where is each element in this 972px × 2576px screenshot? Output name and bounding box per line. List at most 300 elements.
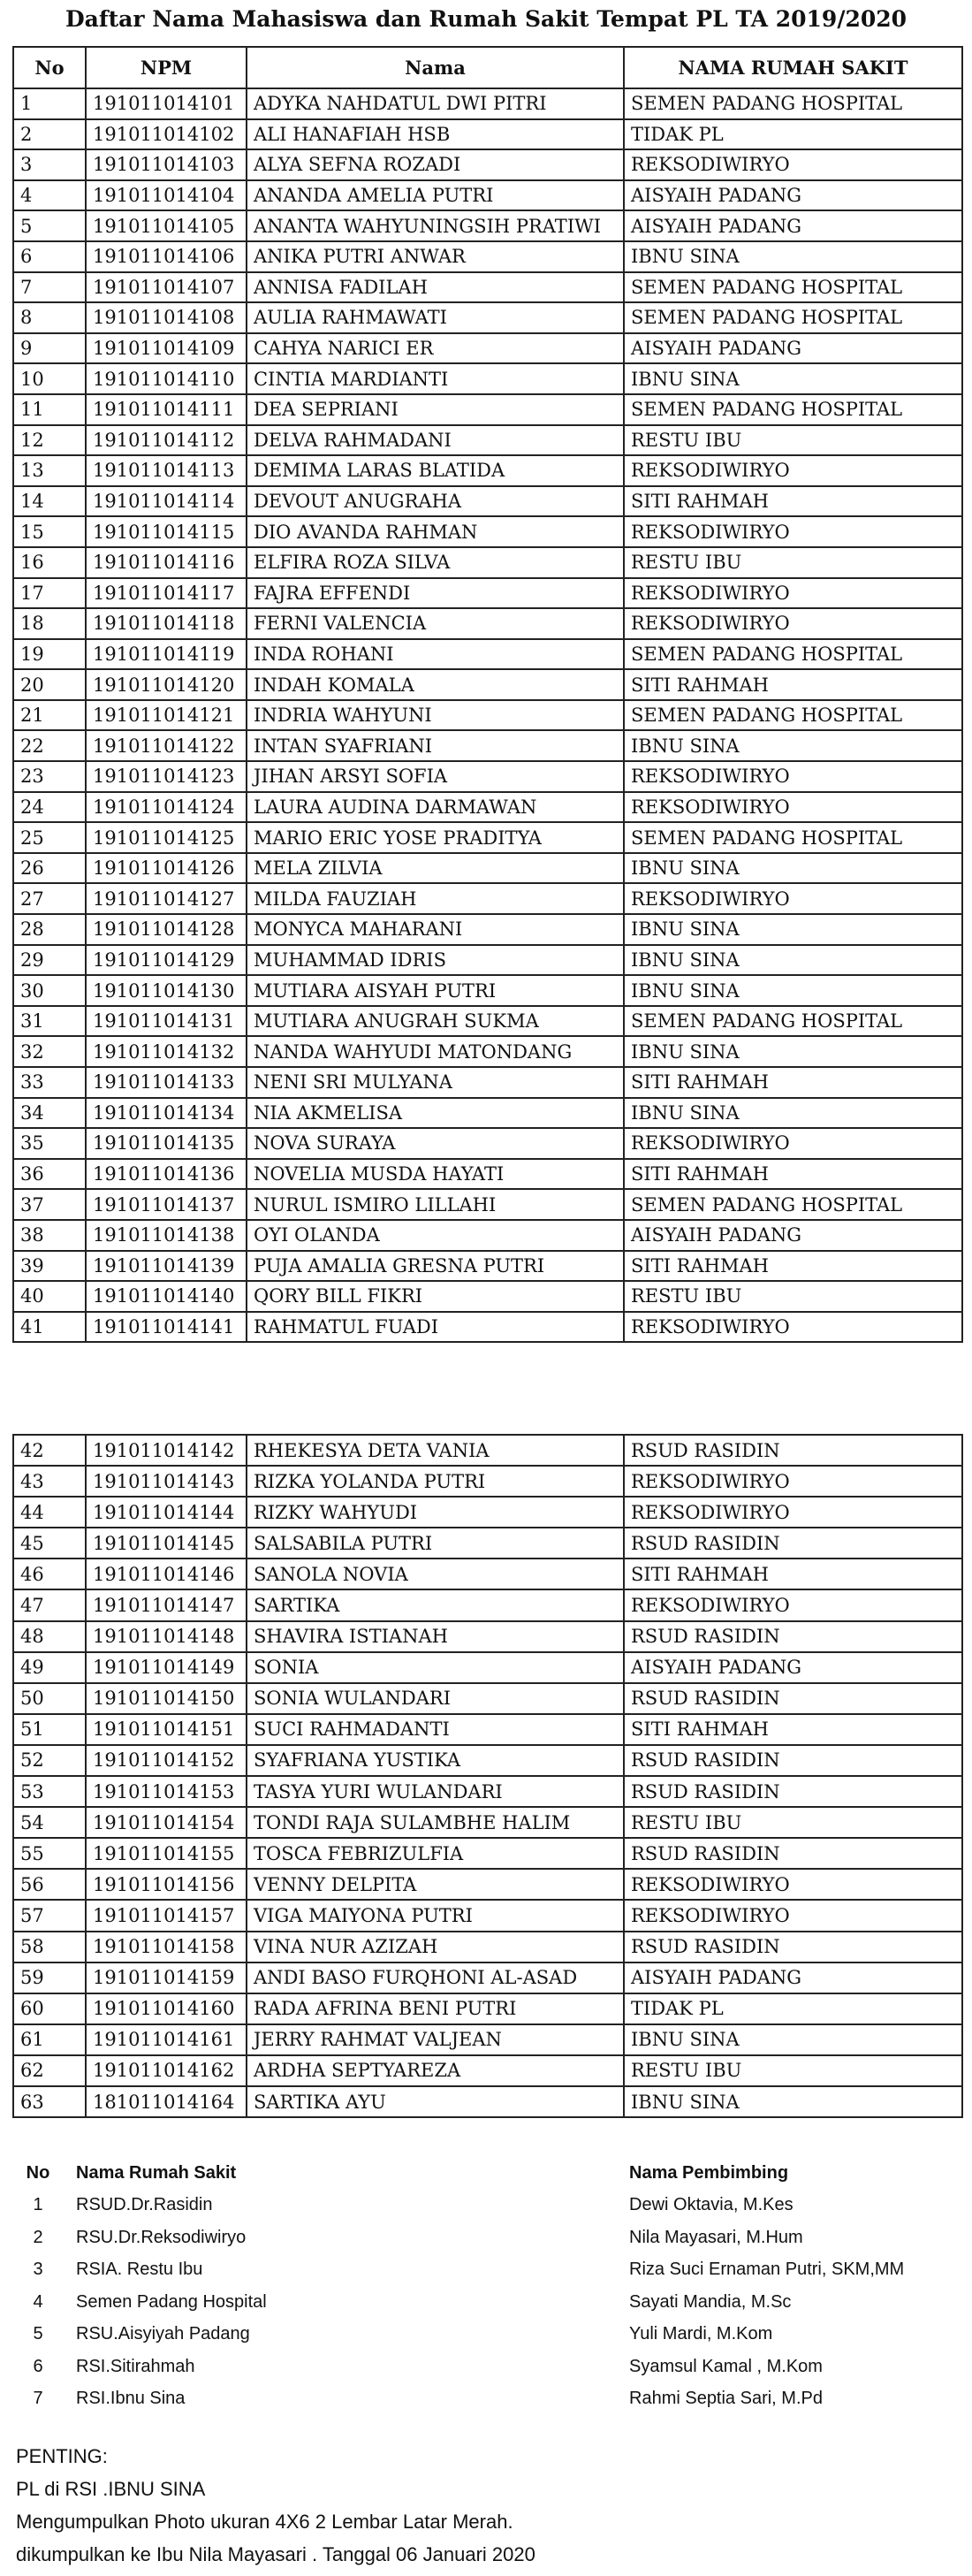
table-row bbox=[13, 1962, 962, 1993]
legend-hospital: RSI.Ibnu Sina bbox=[76, 2389, 186, 2409]
cell-nama: DEVOUT ANUGRAHA bbox=[247, 486, 624, 517]
table-row bbox=[13, 1559, 962, 1589]
cell-npm: 191011014145 bbox=[86, 1528, 247, 1559]
cell-no: 24 bbox=[13, 792, 86, 823]
cell-nama: SONIA bbox=[247, 1652, 624, 1683]
cell-npm: 191011014128 bbox=[86, 914, 247, 945]
legend-row bbox=[12, 2383, 961, 2416]
cell-no: 11 bbox=[13, 394, 86, 425]
cell-npm: 191011014130 bbox=[86, 975, 247, 1006]
cell-npm: 191011014134 bbox=[86, 1098, 247, 1129]
table-row bbox=[13, 945, 962, 976]
cell-npm: 191011014115 bbox=[86, 516, 247, 547]
legend-no: 3 bbox=[33, 2260, 43, 2280]
cell-hospital: REKSODIWIRYO bbox=[624, 455, 962, 486]
table-row bbox=[13, 914, 962, 945]
cell-npm: 191011014124 bbox=[86, 792, 247, 823]
cell-no: 57 bbox=[13, 1900, 86, 1931]
cell-no: 42 bbox=[13, 1435, 86, 1466]
legend-row bbox=[12, 2254, 961, 2287]
table-row bbox=[13, 1528, 962, 1559]
cell-npm: 191011014109 bbox=[86, 333, 247, 364]
cell-no: 47 bbox=[13, 1589, 86, 1620]
cell-hospital: REKSODIWIRYO bbox=[624, 516, 962, 547]
page-title: Daftar Nama Mahasiswa dan Rumah Sakit Tempat PL TA 2019/2020 bbox=[65, 6, 907, 32]
cell-no: 17 bbox=[13, 578, 86, 609]
cell-no: 58 bbox=[13, 1932, 86, 1962]
legend-hospital: Semen Padang Hospital bbox=[76, 2291, 267, 2312]
cell-npm: 191011014149 bbox=[86, 1652, 247, 1683]
cell-no: 46 bbox=[13, 1559, 86, 1589]
cell-hospital: REKSODIWIRYO bbox=[624, 1312, 962, 1343]
cell-hospital: SEMEN PADANG HOSPITAL bbox=[624, 394, 962, 425]
cell-npm: 191011014123 bbox=[86, 761, 247, 792]
cell-hospital: SEMEN PADANG HOSPITAL bbox=[624, 272, 962, 303]
cell-nama: MUTIARA ANUGRAH SUKMA bbox=[247, 1006, 624, 1037]
cell-npm: 191011014126 bbox=[86, 853, 247, 884]
cell-no: 4 bbox=[13, 180, 86, 211]
cell-hospital: SITI RAHMAH bbox=[624, 1159, 962, 1190]
cell-hospital: IBNU SINA bbox=[624, 945, 962, 976]
cell-nama: MILDA FAUZIAH bbox=[247, 883, 624, 914]
cell-nama: SANOLA NOVIA bbox=[247, 1559, 624, 1589]
cell-npm: 191011014136 bbox=[86, 1159, 247, 1190]
cell-no: 39 bbox=[13, 1251, 86, 1282]
cell-hospital: SEMEN PADANG HOSPITAL bbox=[624, 700, 962, 731]
table-row bbox=[13, 333, 962, 364]
cell-no: 45 bbox=[13, 1528, 86, 1559]
cell-hospital: SITI RAHMAH bbox=[624, 1067, 962, 1098]
notes-line: Mengumpulkan Photo ukuran 4X6 2 Lembar Latar Merah. bbox=[16, 2511, 513, 2533]
cell-nama: PUJA AMALIA GRESNA PUTRI bbox=[247, 1251, 624, 1282]
cell-hospital: RSUD RASIDIN bbox=[624, 1745, 962, 1776]
table-row bbox=[13, 272, 962, 303]
cell-nama: MUHAMMAD IDRIS bbox=[247, 945, 624, 976]
cell-no: 19 bbox=[13, 639, 86, 670]
cell-npm: 191011014112 bbox=[86, 425, 247, 456]
table-row bbox=[13, 1589, 962, 1620]
cell-no: 12 bbox=[13, 425, 86, 456]
cell-nama: MUTIARA AISYAH PUTRI bbox=[247, 975, 624, 1006]
cell-no: 51 bbox=[13, 1714, 86, 1745]
cell-no: 20 bbox=[13, 669, 86, 700]
cell-hospital: REKSODIWIRYO bbox=[624, 149, 962, 180]
cell-hospital: RSUD RASIDIN bbox=[624, 1435, 962, 1466]
cell-nama: RHEKESYA DETA VANIA bbox=[247, 1435, 624, 1466]
cell-nama: ANIKA PUTRI ANWAR bbox=[247, 241, 624, 272]
cell-hospital: AISYAIH PADANG bbox=[624, 1220, 962, 1251]
cell-nama: SUCI RAHMADANTI bbox=[247, 1714, 624, 1745]
cell-npm: 191011014108 bbox=[86, 302, 247, 333]
legend-row bbox=[12, 2351, 961, 2383]
cell-no: 1 bbox=[13, 88, 86, 119]
cell-no: 8 bbox=[13, 302, 86, 333]
legend-no: 1 bbox=[33, 2195, 43, 2215]
table-row bbox=[13, 516, 962, 547]
cell-hospital: IBNU SINA bbox=[624, 241, 962, 272]
cell-hospital: SEMEN PADANG HOSPITAL bbox=[624, 1006, 962, 1037]
cell-nama: ALYA SEFNA ROZADI bbox=[247, 149, 624, 180]
cell-hospital: SEMEN PADANG HOSPITAL bbox=[624, 639, 962, 670]
cell-npm: 191011014113 bbox=[86, 455, 247, 486]
cell-hospital: AISYAIH PADANG bbox=[624, 210, 962, 241]
cell-nama: INDA ROHANI bbox=[247, 639, 624, 670]
cell-hospital: IBNU SINA bbox=[624, 1098, 962, 1129]
table-row bbox=[13, 1807, 962, 1838]
table-row bbox=[13, 1281, 962, 1312]
column-header-npm: NPM bbox=[86, 47, 247, 88]
cell-npm: 191011014147 bbox=[86, 1589, 247, 1620]
table-row bbox=[13, 1159, 962, 1190]
cell-npm: 191011014151 bbox=[86, 1714, 247, 1745]
table-row bbox=[13, 1900, 962, 1931]
table-header-row bbox=[13, 47, 962, 88]
cell-npm: 191011014116 bbox=[86, 547, 247, 578]
cell-npm: 191011014111 bbox=[86, 394, 247, 425]
cell-npm: 191011014120 bbox=[86, 669, 247, 700]
legend-hospital: RSUD.Dr.Rasidin bbox=[76, 2195, 213, 2215]
cell-hospital: RSUD RASIDIN bbox=[624, 1621, 962, 1652]
cell-nama: ANNISA FADILAH bbox=[247, 272, 624, 303]
table-row bbox=[13, 853, 962, 884]
cell-npm: 191011014158 bbox=[86, 1932, 247, 1962]
table-row bbox=[13, 1776, 962, 1807]
cell-no: 22 bbox=[13, 730, 86, 761]
table-row bbox=[13, 241, 962, 272]
table-row bbox=[13, 1932, 962, 1962]
cell-hospital: SITI RAHMAH bbox=[624, 486, 962, 517]
table-row bbox=[13, 1714, 962, 1745]
cell-nama: NURUL ISMIRO LILLAHI bbox=[247, 1189, 624, 1220]
cell-npm: 191011014129 bbox=[86, 945, 247, 976]
cell-nama: JERRY RAHMAT VALJEAN bbox=[247, 2024, 624, 2055]
cell-hospital: SEMEN PADANG HOSPITAL bbox=[624, 302, 962, 333]
cell-no: 61 bbox=[13, 2024, 86, 2055]
cell-no: 3 bbox=[13, 149, 86, 180]
cell-nama: JIHAN ARSYI SOFIA bbox=[247, 761, 624, 792]
column-header-hospital: NAMA RUMAH SAKIT bbox=[624, 47, 962, 88]
legend-row bbox=[12, 2286, 961, 2319]
cell-npm: 191011014122 bbox=[86, 730, 247, 761]
cell-no: 53 bbox=[13, 1776, 86, 1807]
cell-hospital: REKSODIWIRYO bbox=[624, 578, 962, 609]
table-row bbox=[13, 639, 962, 670]
table-row bbox=[13, 1036, 962, 1067]
table-row bbox=[13, 2055, 962, 2086]
cell-npm: 191011014125 bbox=[86, 822, 247, 853]
cell-npm: 191011014114 bbox=[86, 486, 247, 517]
cell-hospital: IBNU SINA bbox=[624, 853, 962, 884]
table-row bbox=[13, 1067, 962, 1098]
table-row bbox=[13, 1838, 962, 1869]
cell-no: 23 bbox=[13, 761, 86, 792]
legend-header bbox=[12, 2157, 961, 2190]
cell-hospital: SEMEN PADANG HOSPITAL bbox=[624, 88, 962, 119]
cell-npm: 191011014146 bbox=[86, 1559, 247, 1589]
legend-hospital: RSI.Sitirahmah bbox=[76, 2356, 195, 2376]
cell-nama: RADA AFRINA BENI PUTRI bbox=[247, 1993, 624, 2024]
table-row bbox=[13, 363, 962, 394]
cell-nama: DEMIMA LARAS BLATIDA bbox=[247, 455, 624, 486]
cell-nama: CINTIA MARDIANTI bbox=[247, 363, 624, 394]
cell-npm: 191011014160 bbox=[86, 1993, 247, 2024]
table-row bbox=[13, 883, 962, 914]
cell-no: 10 bbox=[13, 363, 86, 394]
legend-supervisor: Rahmi Septia Sari, M.Pd bbox=[629, 2389, 823, 2409]
cell-npm: 191011014162 bbox=[86, 2055, 247, 2086]
cell-nama: INDRIA WAHYUNI bbox=[247, 700, 624, 731]
cell-no: 2 bbox=[13, 119, 86, 150]
cell-no: 31 bbox=[13, 1006, 86, 1037]
cell-npm: 191011014142 bbox=[86, 1435, 247, 1466]
cell-npm: 191011014101 bbox=[86, 88, 247, 119]
cell-nama: ANANTA WAHYUNINGSIH PRATIWI bbox=[247, 210, 624, 241]
cell-hospital: IBNU SINA bbox=[624, 914, 962, 945]
cell-nama: ARDHA SEPTYAREZA bbox=[247, 2055, 624, 2086]
table-row bbox=[13, 1869, 962, 1900]
table-row bbox=[13, 119, 962, 150]
cell-npm: 191011014118 bbox=[86, 608, 247, 639]
cell-no: 35 bbox=[13, 1128, 86, 1159]
table-row bbox=[13, 1312, 962, 1343]
cell-hospital: AISYAIH PADANG bbox=[624, 180, 962, 211]
legend-supervisor: Riza Suci Ernaman Putri, SKM,MM bbox=[629, 2260, 905, 2280]
notes-line: PL di RSI .IBNU SINA bbox=[16, 2478, 206, 2500]
legend-row bbox=[12, 2190, 961, 2222]
cell-nama: ALI HANAFIAH HSB bbox=[247, 119, 624, 150]
cell-no: 50 bbox=[13, 1683, 86, 1714]
cell-hospital: SITI RAHMAH bbox=[624, 1251, 962, 1282]
cell-npm: 191011014141 bbox=[86, 1312, 247, 1343]
cell-no: 6 bbox=[13, 241, 86, 272]
cell-npm: 191011014155 bbox=[86, 1838, 247, 1869]
cell-hospital: REKSODIWIRYO bbox=[624, 883, 962, 914]
cell-nama: ANDI BASO FURQHONI AL-ASAD bbox=[247, 1962, 624, 1993]
cell-no: 44 bbox=[13, 1497, 86, 1528]
cell-npm: 191011014103 bbox=[86, 149, 247, 180]
cell-hospital: IBNU SINA bbox=[624, 1036, 962, 1067]
cell-nama: DELVA RAHMADANI bbox=[247, 425, 624, 456]
cell-npm: 191011014127 bbox=[86, 883, 247, 914]
legend-header-supervisor: Nama Pembimbing bbox=[629, 2162, 789, 2183]
cell-nama: NOVA SURAYA bbox=[247, 1128, 624, 1159]
cell-hospital: AISYAIH PADANG bbox=[624, 1652, 962, 1683]
table-row bbox=[13, 700, 962, 731]
cell-npm: 191011014138 bbox=[86, 1220, 247, 1251]
cell-no: 25 bbox=[13, 822, 86, 853]
cell-npm: 191011014154 bbox=[86, 1807, 247, 1838]
cell-no: 9 bbox=[13, 333, 86, 364]
cell-nama: VINA NUR AZIZAH bbox=[247, 1932, 624, 1962]
cell-no: 33 bbox=[13, 1067, 86, 1098]
cell-hospital: IBNU SINA bbox=[624, 2086, 962, 2117]
cell-hospital: IBNU SINA bbox=[624, 2024, 962, 2055]
cell-nama: DEA SEPRIANI bbox=[247, 394, 624, 425]
cell-hospital: REKSODIWIRYO bbox=[624, 761, 962, 792]
cell-hospital: RESTU IBU bbox=[624, 547, 962, 578]
cell-nama: RAHMATUL FUADI bbox=[247, 1312, 624, 1343]
cell-npm: 191011014102 bbox=[86, 119, 247, 150]
cell-nama: CAHYA NARICI ER bbox=[247, 333, 624, 364]
table-row bbox=[13, 1993, 962, 2024]
table-row bbox=[13, 1006, 962, 1037]
cell-no: 59 bbox=[13, 1962, 86, 1993]
legend-no: 5 bbox=[33, 2324, 43, 2344]
table-row bbox=[13, 1251, 962, 1282]
cell-nama: NOVELIA MUSDA HAYATI bbox=[247, 1159, 624, 1190]
cell-no: 32 bbox=[13, 1036, 86, 1067]
table-row bbox=[13, 1220, 962, 1251]
cell-no: 18 bbox=[13, 608, 86, 639]
table-row bbox=[13, 1098, 962, 1129]
table-row bbox=[13, 547, 962, 578]
cell-hospital: AISYAIH PADANG bbox=[624, 333, 962, 364]
table-row bbox=[13, 210, 962, 241]
notes-section bbox=[16, 2440, 535, 2571]
cell-no: 36 bbox=[13, 1159, 86, 1190]
cell-no: 16 bbox=[13, 547, 86, 578]
cell-no: 56 bbox=[13, 1869, 86, 1900]
cell-nama: ELFIRA ROZA SILVA bbox=[247, 547, 624, 578]
legend-header-no: No bbox=[26, 2162, 50, 2183]
cell-hospital: REKSODIWIRYO bbox=[624, 1466, 962, 1497]
cell-hospital: REKSODIWIRYO bbox=[624, 1869, 962, 1900]
cell-hospital: IBNU SINA bbox=[624, 975, 962, 1006]
cell-npm: 191011014139 bbox=[86, 1251, 247, 1282]
cell-nama: DIO AVANDA RAHMAN bbox=[247, 516, 624, 547]
cell-npm: 191011014135 bbox=[86, 1128, 247, 1159]
cell-npm: 191011014121 bbox=[86, 700, 247, 731]
hospital-supervisor-legend bbox=[12, 2157, 961, 2415]
cell-npm: 191011014159 bbox=[86, 1962, 247, 1993]
cell-no: 62 bbox=[13, 2055, 86, 2086]
legend-no: 7 bbox=[33, 2389, 43, 2409]
cell-hospital: RSUD RASIDIN bbox=[624, 1528, 962, 1559]
cell-no: 38 bbox=[13, 1220, 86, 1251]
cell-nama: SARTIKA AYU bbox=[247, 2086, 624, 2117]
cell-npm: 191011014133 bbox=[86, 1067, 247, 1098]
cell-no: 34 bbox=[13, 1098, 86, 1129]
legend-row bbox=[12, 2222, 961, 2254]
cell-hospital: TIDAK PL bbox=[624, 119, 962, 150]
table-row bbox=[13, 1683, 962, 1714]
cell-npm: 191011014153 bbox=[86, 1776, 247, 1807]
cell-npm: 191011014140 bbox=[86, 1281, 247, 1312]
cell-npm: 191011014131 bbox=[86, 1006, 247, 1037]
cell-hospital: RSUD RASIDIN bbox=[624, 1932, 962, 1962]
legend-no: 4 bbox=[33, 2291, 43, 2312]
table-row bbox=[13, 88, 962, 119]
legend-row bbox=[12, 2319, 961, 2351]
cell-no: 5 bbox=[13, 210, 86, 241]
cell-no: 7 bbox=[13, 272, 86, 303]
cell-nama: ANANDA AMELIA PUTRI bbox=[247, 180, 624, 211]
legend-supervisor: Dewi Oktavia, M.Kes bbox=[629, 2195, 794, 2215]
table-row bbox=[13, 2086, 962, 2117]
cell-hospital: SITI RAHMAH bbox=[624, 1714, 962, 1745]
notes-line: dikumpulkan ke Ibu Nila Mayasari . Tanggal 06 Januari 2020 bbox=[16, 2543, 535, 2565]
cell-npm: 191011014144 bbox=[86, 1497, 247, 1528]
cell-no: 52 bbox=[13, 1745, 86, 1776]
cell-nama: NIA AKMELISA bbox=[247, 1098, 624, 1129]
cell-npm: 191011014157 bbox=[86, 1900, 247, 1931]
cell-nama: SYAFRIANA YUSTIKA bbox=[247, 1745, 624, 1776]
cell-no: 60 bbox=[13, 1993, 86, 2024]
cell-npm: 191011014132 bbox=[86, 1036, 247, 1067]
cell-npm: 191011014143 bbox=[86, 1466, 247, 1497]
cell-nama: MONYCA MAHARANI bbox=[247, 914, 624, 945]
legend-supervisor: Yuli Mardi, M.Kom bbox=[629, 2324, 773, 2344]
cell-nama: TASYA YURI WULANDARI bbox=[247, 1776, 624, 1807]
cell-nama: VIGA MAIYONA PUTRI bbox=[247, 1900, 624, 1931]
table-row bbox=[13, 455, 962, 486]
cell-no: 15 bbox=[13, 516, 86, 547]
cell-npm: 191011014156 bbox=[86, 1869, 247, 1900]
cell-nama: SONIA WULANDARI bbox=[247, 1683, 624, 1714]
cell-hospital: REKSODIWIRYO bbox=[624, 1900, 962, 1931]
cell-nama: OYI OLANDA bbox=[247, 1220, 624, 1251]
cell-hospital: TIDAK PL bbox=[624, 1993, 962, 2024]
cell-nama: INTAN SYAFRIANI bbox=[247, 730, 624, 761]
cell-no: 48 bbox=[13, 1621, 86, 1652]
table-row bbox=[13, 394, 962, 425]
cell-hospital: SITI RAHMAH bbox=[624, 669, 962, 700]
cell-hospital: SEMEN PADANG HOSPITAL bbox=[624, 1189, 962, 1220]
cell-no: 55 bbox=[13, 1838, 86, 1869]
cell-nama: FERNI VALENCIA bbox=[247, 608, 624, 639]
cell-hospital: RSUD RASIDIN bbox=[624, 1683, 962, 1714]
cell-nama: AULIA RAHMAWATI bbox=[247, 302, 624, 333]
table-row bbox=[13, 1621, 962, 1652]
cell-nama: TONDI RAJA SULAMBHE HALIM bbox=[247, 1807, 624, 1838]
cell-nama: QORY BILL FIKRI bbox=[247, 1281, 624, 1312]
cell-nama: VENNY DELPITA bbox=[247, 1869, 624, 1900]
table-row bbox=[13, 730, 962, 761]
table-row bbox=[13, 1435, 962, 1466]
table-row bbox=[13, 1745, 962, 1776]
cell-hospital: IBNU SINA bbox=[624, 363, 962, 394]
table-row bbox=[13, 975, 962, 1006]
cell-no: 14 bbox=[13, 486, 86, 517]
table-row bbox=[13, 822, 962, 853]
legend-hospital: RSU.Dr.Reksodiwiryo bbox=[76, 2227, 247, 2247]
legend-hospital: RSIA. Restu Ibu bbox=[76, 2260, 203, 2280]
cell-hospital: AISYAIH PADANG bbox=[624, 1962, 962, 1993]
table-row bbox=[13, 2024, 962, 2055]
cell-hospital: RESTU IBU bbox=[624, 2055, 962, 2086]
cell-no: 54 bbox=[13, 1807, 86, 1838]
cell-npm: 191011014104 bbox=[86, 180, 247, 211]
cell-no: 26 bbox=[13, 853, 86, 884]
cell-no: 49 bbox=[13, 1652, 86, 1683]
column-header-no: No bbox=[13, 47, 86, 88]
notes-heading: PENTING: bbox=[16, 2445, 108, 2467]
column-header-nama: Nama bbox=[247, 47, 624, 88]
cell-npm: 191011014117 bbox=[86, 578, 247, 609]
cell-hospital: RESTU IBU bbox=[624, 1807, 962, 1838]
legend-no: 2 bbox=[33, 2227, 43, 2247]
cell-hospital: REKSODIWIRYO bbox=[624, 608, 962, 639]
cell-no: 13 bbox=[13, 455, 86, 486]
cell-npm: 181011014164 bbox=[86, 2086, 247, 2117]
cell-no: 21 bbox=[13, 700, 86, 731]
cell-npm: 191011014106 bbox=[86, 241, 247, 272]
cell-npm: 191011014150 bbox=[86, 1683, 247, 1714]
cell-no: 28 bbox=[13, 914, 86, 945]
cell-no: 30 bbox=[13, 975, 86, 1006]
cell-nama: MARIO ERIC YOSE PRADITYA bbox=[247, 822, 624, 853]
cell-hospital: REKSODIWIRYO bbox=[624, 1589, 962, 1620]
